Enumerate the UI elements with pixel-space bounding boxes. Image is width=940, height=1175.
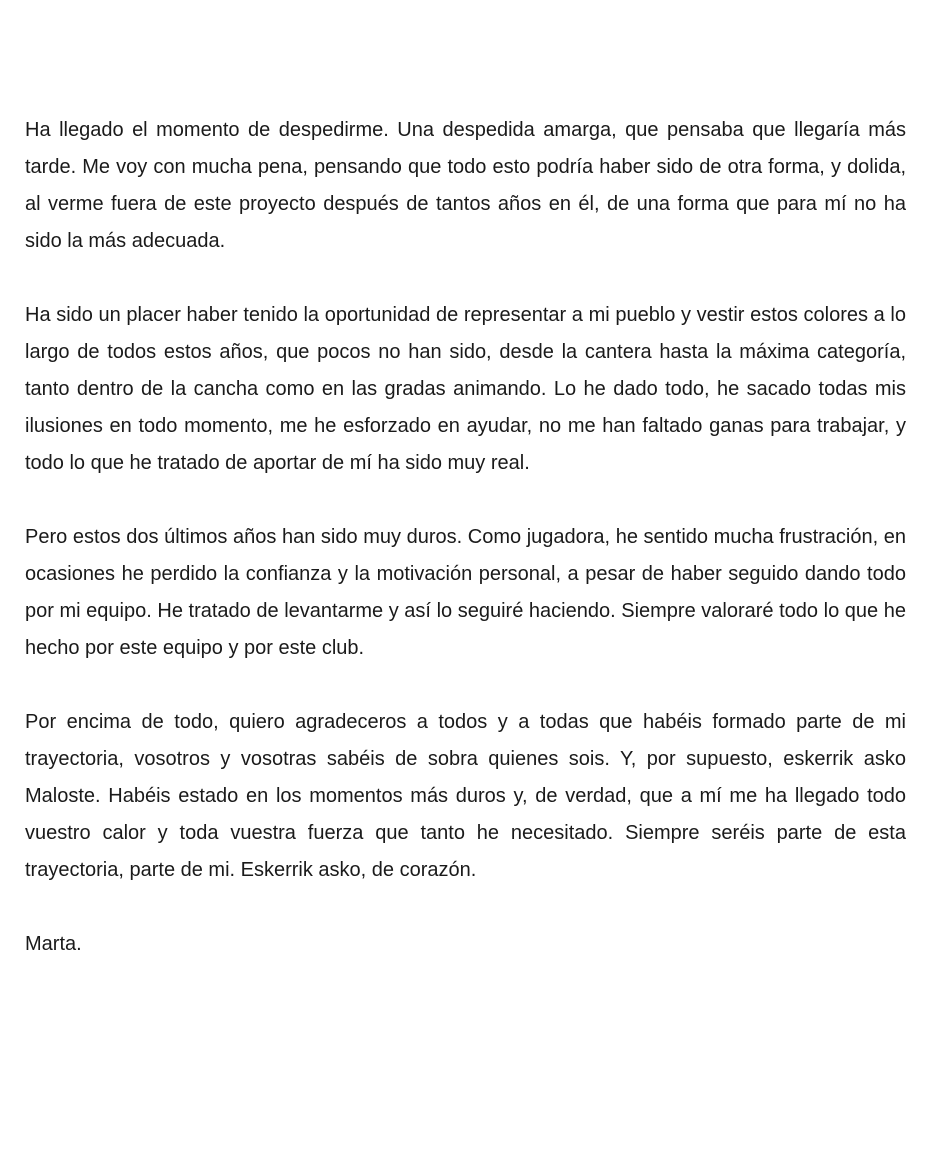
paragraph-gratitude-career: Ha sido un placer haber tenido la oportunidad de representar a mi pueblo y vestir estos colores a lo largo de todos estos años, que pocos no han sido, desde la cantera hasta la máxima categoría, tanto dentro de la cancha como en las gradas animando. Lo he dado todo, he sacado todas mis ilusiones en todo momento, me he esforzado en ayudar, no me han faltado ganas para trabajar, y todo lo que he tratado de aportar de mí ha sido muy real. <box>25 304 906 474</box>
paragraph-thanks: Por encima de todo, quiero agradeceros a todos y a todas que habéis formado parte de mi trayectoria, vosotros y vosotras sabéis de sobra quienes sois. Y, por supuesto, eskerrik asko Maloste. Habéis estado en los momentos más duros y, de verdad, que a mí me ha llegado todo vuestro calor y toda vuestra fuerza que tanto he necesitado. Siempre seréis parte de esta trayectoria, parte de mi. Eskerrik asko, de corazón. <box>25 711 906 881</box>
paragraph-hard-years: Pero estos dos últimos años han sido muy duros. Como jugadora, he sentido mucha frustración, en ocasiones he perdido la confianza y la motivación personal, a pesar de haber seguido dando todo por mi equipo. He tratado de levantarme y así lo seguiré haciendo. Siempre valoraré todo lo que he hecho por este equipo y por este club. <box>25 526 906 659</box>
signature: Marta. <box>25 933 82 955</box>
paragraph-farewell: Ha llegado el momento de despedirme. Una despedida amarga, que pensaba que llegaría más tarde. Me voy con mucha pena, pensando que todo esto podría haber sido de otra forma, y dolida, al verme fuera de este proyecto después de tantos años en él, de una forma que para mí no ha sido la más adecuada. <box>25 119 906 252</box>
letter-body <box>25 112 906 963</box>
